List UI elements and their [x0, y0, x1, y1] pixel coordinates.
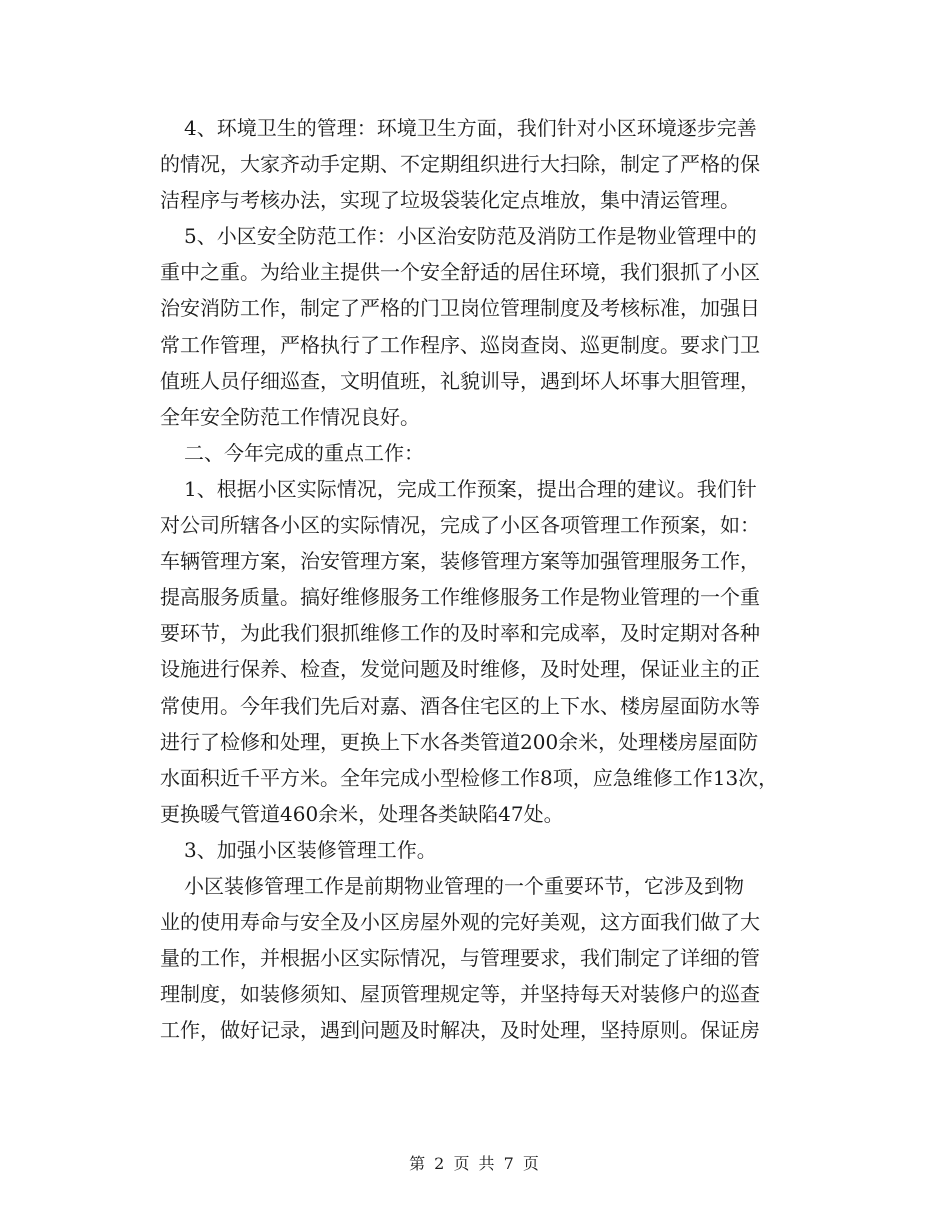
text-line: 治安消防工作，制定了严格的门卫岗位管理制度及考核标准，加强日 — [160, 296, 760, 321]
text-line: 业的使用寿命与安全及小区房屋外观的完好美观，这方面我们做了大 — [160, 910, 760, 935]
text-line: 的情况，大家齐动手定期、不定期组织进行大扫除，制定了严格的保 — [160, 152, 760, 177]
text-line: 重中之重。为给业主提供一个安全舒适的居住环境，我们狠抓了小区 — [160, 260, 760, 285]
paragraph-environment-hygiene — [160, 110, 800, 218]
text-line: 小区装修管理工作是前期物业管理的一个重要环节，它涉及到物 — [184, 873, 744, 898]
text-line: 3、加强小区装修管理工作。 — [184, 837, 437, 862]
text-line: 进行了检修和处理，更换上下水各类管道200余米，处理楼房屋面防 — [160, 729, 759, 754]
text-line: 全年安全防范工作情况良好。 — [160, 404, 420, 429]
text-line: 提高服务质量。搞好维修服务工作维修服务工作是物业管理的一个重 — [160, 585, 760, 610]
text-line: 车辆管理方案，治安管理方案，装修管理方案等加强管理服务工作， — [160, 549, 760, 574]
text-line: 设施进行保养、检查，发觉问题及时维修，及时处理，保证业主的正 — [160, 657, 760, 682]
text-line: 理制度，如装修须知、屋顶管理规定等，并坚持每天对装修户的巡查 — [160, 982, 760, 1007]
text-line: 5、小区安全防范工作：小区治安防范及消防工作是物业管理中的 — [184, 224, 757, 249]
paragraph-security — [160, 218, 800, 435]
paragraph-renovation-heading — [160, 832, 800, 868]
document-body — [160, 110, 800, 1048]
section-heading-key-work — [160, 435, 800, 471]
text-line: 要环节，为此我们狠抓维修工作的及时率和完成率，及时定期对各种 — [160, 621, 760, 646]
paragraph-work-plans — [160, 471, 800, 832]
text-line: 更换暖气管道460余米，处理各类缺陷47处。 — [160, 801, 564, 826]
text-line: 值班人员仔细巡查，文明值班，礼貌训导，遇到坏人坏事大胆管理， — [160, 368, 760, 393]
text-line: 对公司所辖各小区的实际情况，完成了小区各项管理工作预案，如： — [160, 513, 760, 538]
text-line: 常使用。今年我们先后对嘉、酒各住宅区的上下水、楼房屋面防水等 — [160, 693, 760, 718]
text-line: 水面积近千平方米。全年完成小型检修工作8项，应急维修工作13次， — [160, 765, 779, 790]
text-line: 常工作管理，严格执行了工作程序、巡岗查岗、巡更制度。要求门卫 — [160, 332, 760, 357]
text-line: 4、环境卫生的管理：环境卫生方面，我们针对小区环境逐步完善 — [184, 116, 757, 140]
text-line: 二、今年完成的重点工作： — [184, 440, 424, 465]
text-line: 工作，做好记录，遇到问题及时解决，及时处理，坚持原则。保证房 — [160, 1018, 760, 1043]
text-line: 量的工作，并根据小区实际情况，与管理要求，我们制定了详细的管 — [160, 946, 760, 971]
paragraph-renovation-management — [160, 868, 800, 1048]
text-line: 1、根据小区实际情况，完成工作预案，提出合理的建议。我们针 — [184, 476, 757, 501]
page-number-footer: 第 2 页 共 7 页 — [409, 1154, 541, 1173]
text-line: 洁程序与考核办法，实现了垃圾袋装化定点堆放，集中清运管理。 — [160, 188, 740, 213]
